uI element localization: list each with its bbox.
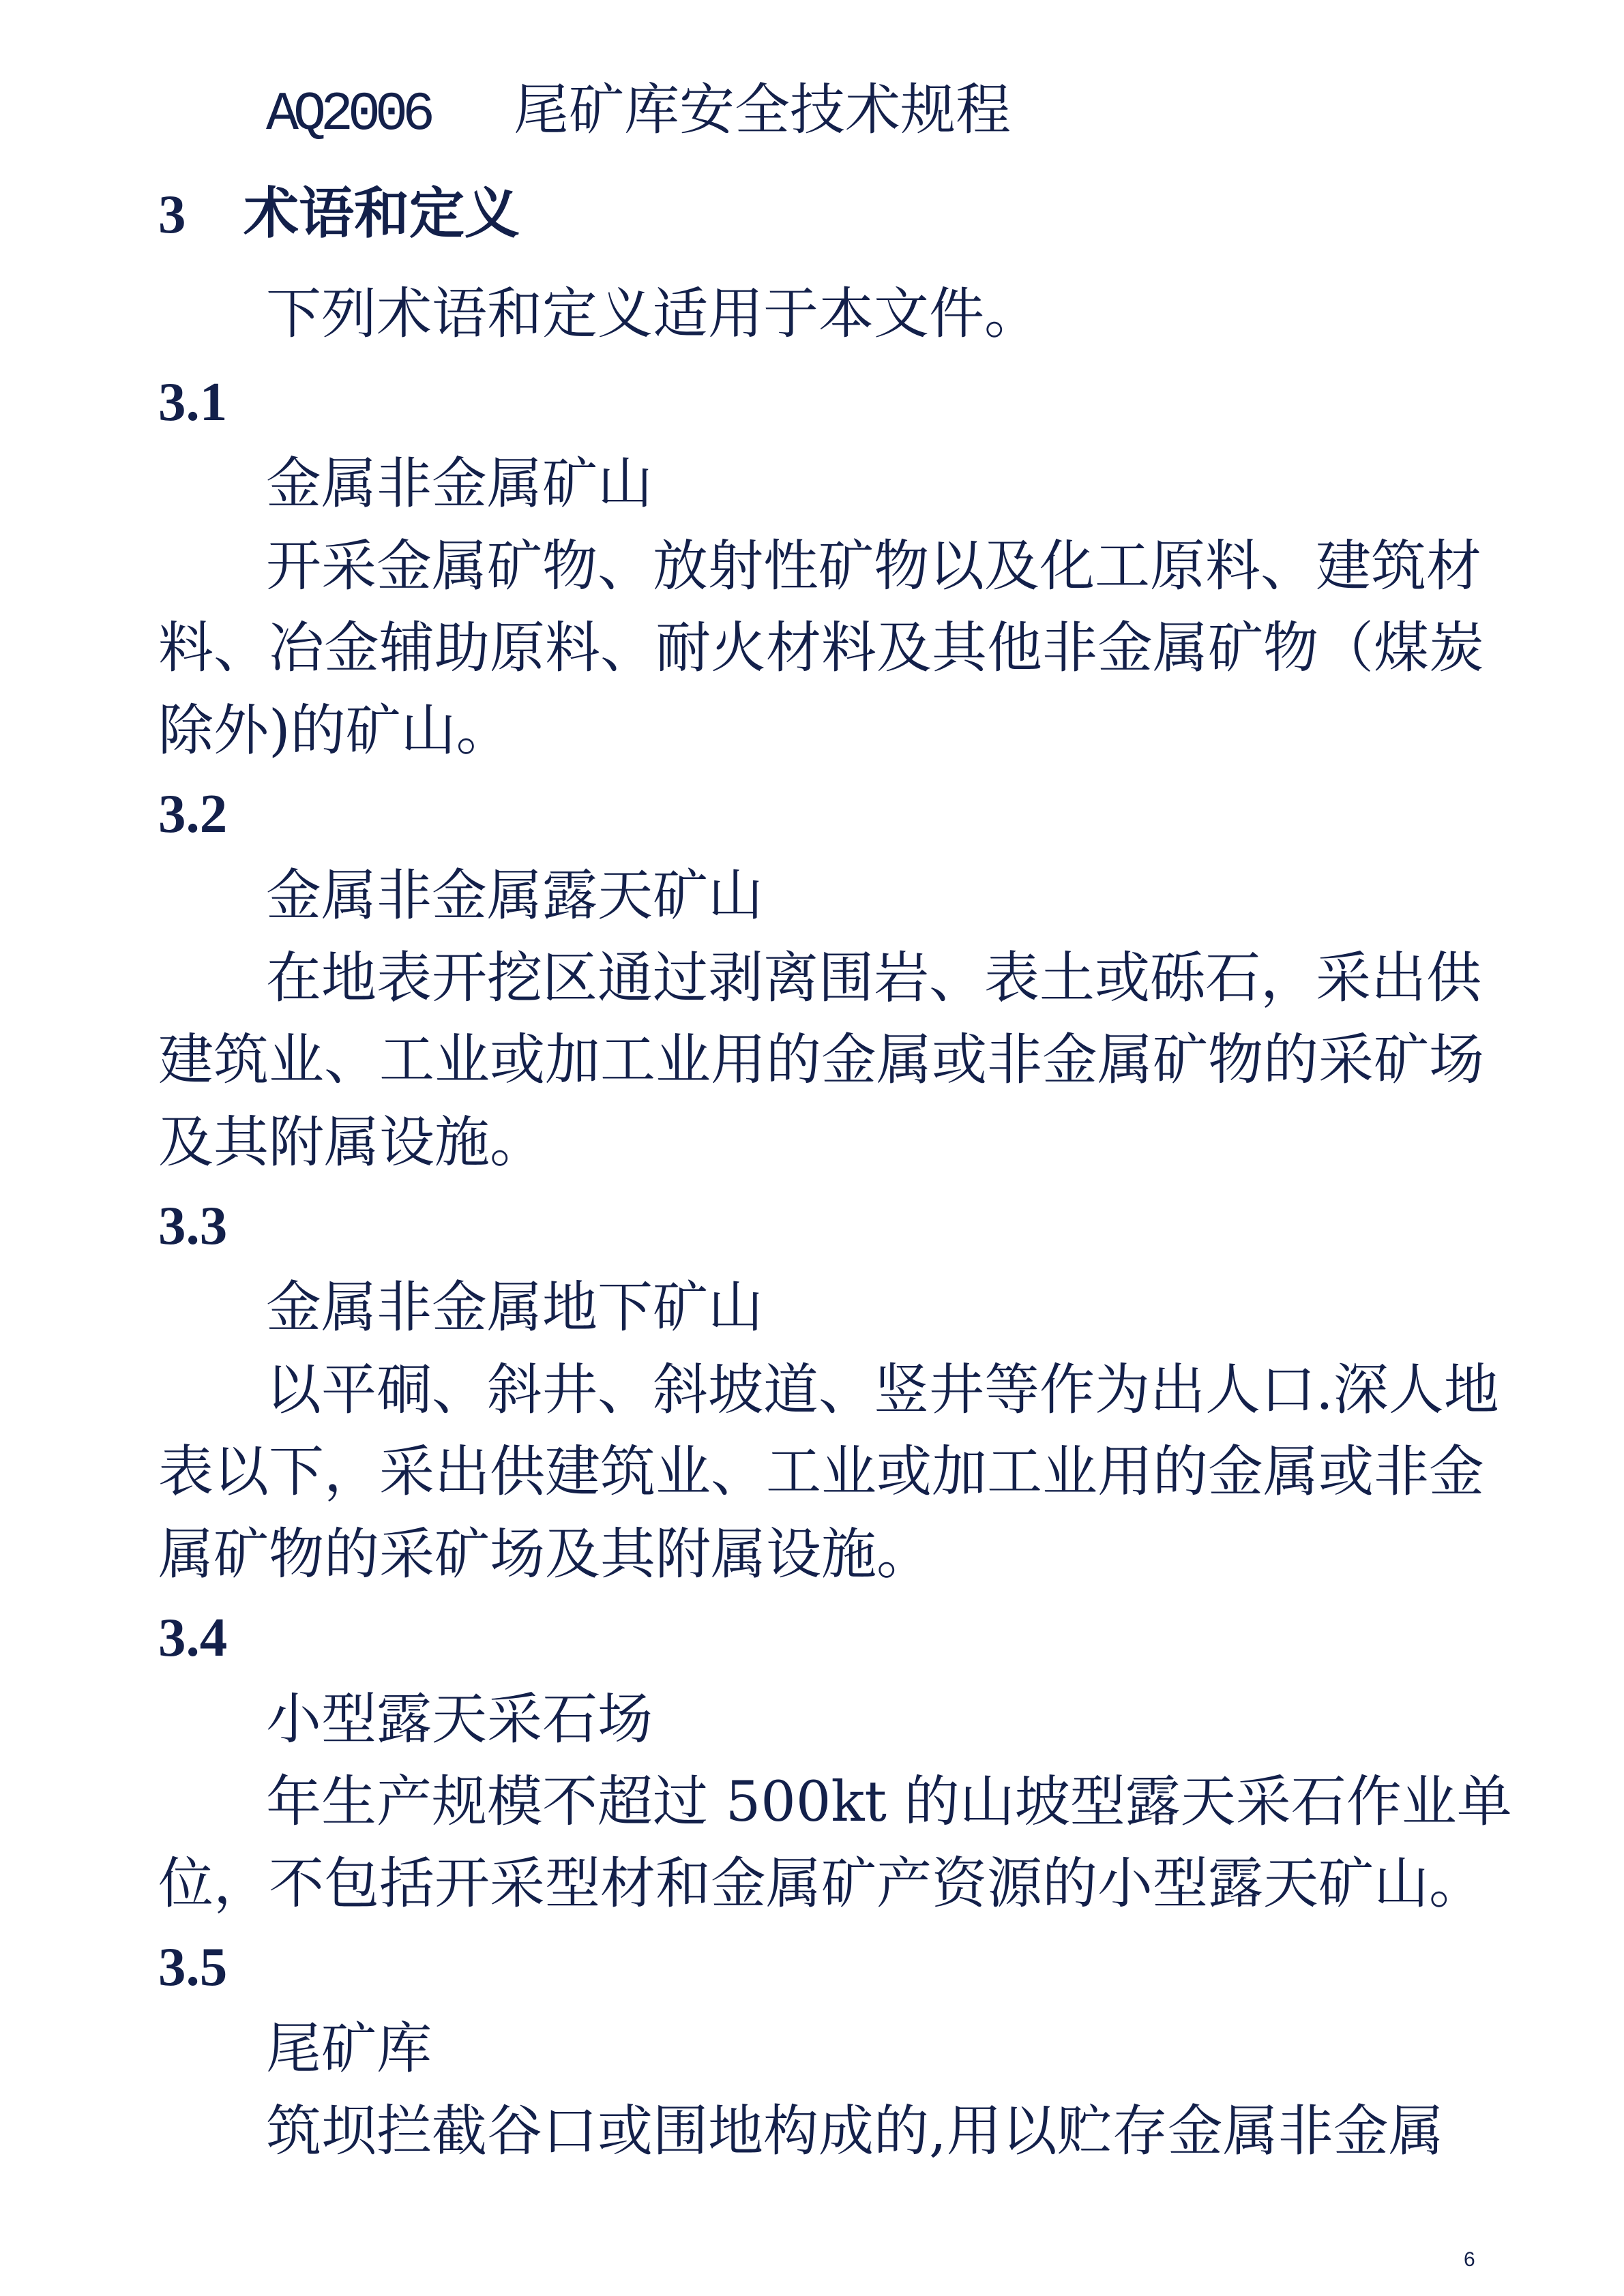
- standard-code: AQ2006: [266, 84, 430, 146]
- term-number: 3.1: [158, 371, 228, 432]
- term-section: [158, 773, 1522, 1184]
- term-name: 金属非金属露天矿山: [266, 863, 764, 928]
- chapter-number: 3: [158, 183, 186, 245]
- chapter-title: 术语和定义: [243, 181, 520, 246]
- intro-text: 下列术语和定义适用于本文件。: [266, 282, 1040, 346]
- term-number: 3.4: [158, 1606, 228, 1668]
- chapter-heading: [158, 173, 520, 255]
- term-section: [158, 1596, 1522, 1926]
- definition-line: 建筑业、工业或加工业用的金属或非金属矿物的采矿场: [158, 1028, 1485, 1093]
- definition-line: 在地表开挖区通过剥离围岩、表土或砾石，采出供: [266, 946, 1482, 1011]
- definition-line: 除外)的矿山。: [158, 699, 512, 764]
- definition-line: 料、冶金辅助原料、耐火材料及其他非金属矿物（煤炭: [158, 616, 1485, 681]
- term-section: [158, 1926, 1522, 2173]
- term-number: 3.5: [158, 1936, 228, 1998]
- terms-list: [158, 361, 1522, 2173]
- definition-line: 表以下，采出供建筑业、工业或加工业用的金属或非金: [158, 1440, 1485, 1505]
- term-section: [158, 1184, 1522, 1596]
- definition-line: 及其附属设施。: [158, 1111, 546, 1176]
- definition-line: 年生产规模不超过 500kt 的山坡型露天采石作业单: [266, 1770, 1512, 1834]
- definition-line: 筑坝拦截谷口或围地构成的,用以贮存金属非金属: [266, 2099, 1444, 2164]
- standard-title: 尾矿库安全技术规程: [514, 78, 1012, 143]
- doc-header: [266, 70, 1011, 151]
- definition-line: 属矿物的采矿场及其附属设施。: [158, 1523, 932, 1587]
- term-name: 小型露天采石场: [266, 1687, 653, 1752]
- term-name: 金属非金属矿山: [266, 451, 653, 516]
- definition-line: 开采金属矿物、放射性矿物以及化工原料、建筑材: [266, 534, 1482, 599]
- definition-line: 位，不包括开采型材和金属矿产资源的小型露天矿山。: [158, 1852, 1485, 1917]
- term-name: 尾矿库: [266, 2016, 432, 2081]
- term-number: 3.2: [158, 782, 228, 844]
- term-name: 金属非金属地下矿山: [266, 1275, 764, 1340]
- term-number: 3.3: [158, 1194, 228, 1256]
- definition-line: 以平硐、斜井、斜坡道、竖井等作为出人口.深人地: [266, 1358, 1499, 1422]
- term-section: [158, 361, 1522, 773]
- page-number: 6: [1464, 2248, 1475, 2271]
